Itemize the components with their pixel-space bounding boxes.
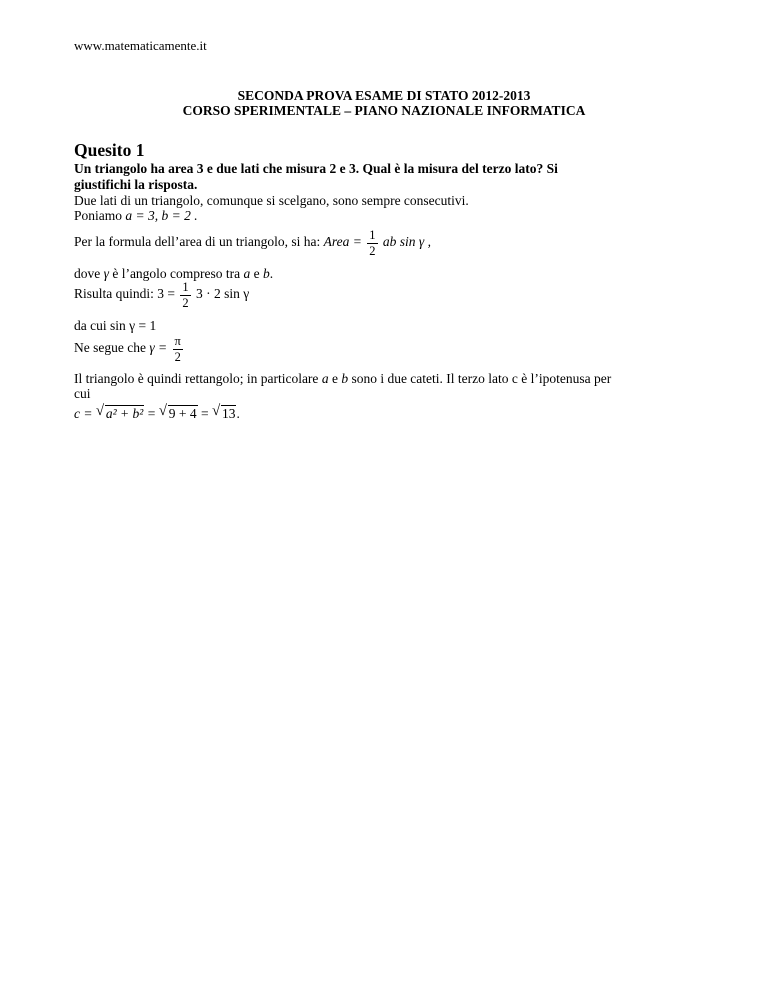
fraction-numerator: 1 bbox=[182, 280, 189, 294]
paragraph-poniamo bbox=[74, 208, 198, 224]
poniamo-math: a = 3, b = 2 . bbox=[125, 208, 198, 223]
gamma-lhs: γ = bbox=[149, 340, 168, 356]
equals-sign: = bbox=[147, 406, 156, 421]
side-b: b bbox=[263, 266, 270, 281]
right-triangle-text-b: e bbox=[331, 371, 338, 386]
fraction-denominator: 2 bbox=[174, 349, 181, 364]
hypotenuse-equation bbox=[74, 403, 240, 422]
area-label: Area = bbox=[323, 234, 362, 250]
paragraph-area-formula bbox=[74, 229, 431, 257]
cathetus-b: b bbox=[341, 371, 349, 386]
hypotenuse-lhs: c = bbox=[74, 406, 93, 421]
and-word: e bbox=[253, 266, 260, 281]
paragraph-risulta bbox=[74, 281, 249, 309]
equals-sign: = bbox=[200, 406, 209, 421]
quesito-title: Quesito 1 bbox=[74, 140, 145, 160]
fraction-numerator: 1 bbox=[369, 228, 376, 242]
fraction-one-half bbox=[180, 281, 190, 309]
site-url: www.matematicamente.it bbox=[74, 38, 207, 53]
sqrt-13: √ 13 bbox=[211, 403, 236, 421]
poniamo-label: Poniamo bbox=[74, 208, 123, 223]
fraction-numerator: π bbox=[174, 334, 181, 348]
ne-segue-label: Ne segue che bbox=[74, 340, 146, 356]
question-line2: giustifichi la risposta. bbox=[74, 177, 198, 192]
sqrt-a2-b2: √ a² + b² bbox=[95, 403, 144, 421]
risulta-rest: 3 · 2 sin γ bbox=[196, 286, 250, 302]
paragraph-da-cui bbox=[74, 318, 156, 334]
paragraph-gamma-definition bbox=[74, 266, 273, 282]
cathetus-a: a bbox=[321, 371, 329, 386]
area-formula-label: Per la formula dell’area di un triangolo, si ha: bbox=[74, 234, 321, 250]
fraction-pi-half bbox=[173, 335, 183, 363]
risulta-lhs: 3 = bbox=[157, 286, 176, 302]
da-cui-label: da cui bbox=[74, 318, 107, 333]
paragraph-consecutive-sides: Due lati di un triangolo, comunque si scelgano, sono sempre consecutivi. bbox=[74, 193, 469, 208]
exam-heading-line2: CORSO SPERIMENTALE – PIANO NAZIONALE INFORMATICA bbox=[182, 103, 586, 118]
right-triangle-text-c: sono i due cateti. Il terzo lato c è l’ipotenusa per bbox=[351, 371, 612, 386]
fraction-denominator: 2 bbox=[182, 295, 189, 310]
gamma-symbol: γ bbox=[103, 266, 109, 281]
fraction-one-half bbox=[367, 229, 377, 257]
gamma-description: è l’angolo compreso tra bbox=[112, 266, 241, 281]
paragraph-right-triangle bbox=[74, 371, 611, 387]
radicand-9-plus-4: 9 + 4 bbox=[168, 406, 197, 421]
sqrt-9-plus-4: √ 9 + 4 bbox=[158, 403, 197, 421]
paragraph-ne-segue bbox=[74, 335, 185, 363]
question-line1: Un triangolo ha area 3 e due lati che misura 2 e 3. Qual è la misura del terzo lato? Si bbox=[74, 161, 558, 176]
area-formula-rest: ab sin γ , bbox=[382, 234, 431, 250]
side-a: a bbox=[243, 266, 251, 281]
radicand-a2-b2: a² + b² bbox=[105, 406, 144, 421]
paragraph-cui: cui bbox=[74, 386, 91, 401]
risulta-label: Risulta quindi: bbox=[74, 286, 154, 302]
final-period: . bbox=[236, 406, 240, 421]
fraction-denominator: 2 bbox=[369, 243, 376, 258]
dove-word: dove bbox=[74, 266, 101, 281]
sin-gamma-equation: sin γ = 1 bbox=[110, 318, 157, 333]
period: . bbox=[269, 266, 274, 281]
right-triangle-text-a: Il triangolo è quindi rettangolo; in particolare bbox=[74, 371, 319, 386]
radicand-13: 13 bbox=[221, 406, 236, 421]
exam-heading-line1: SECONDA PROVA ESAME DI STATO 2012-2013 bbox=[237, 88, 531, 103]
